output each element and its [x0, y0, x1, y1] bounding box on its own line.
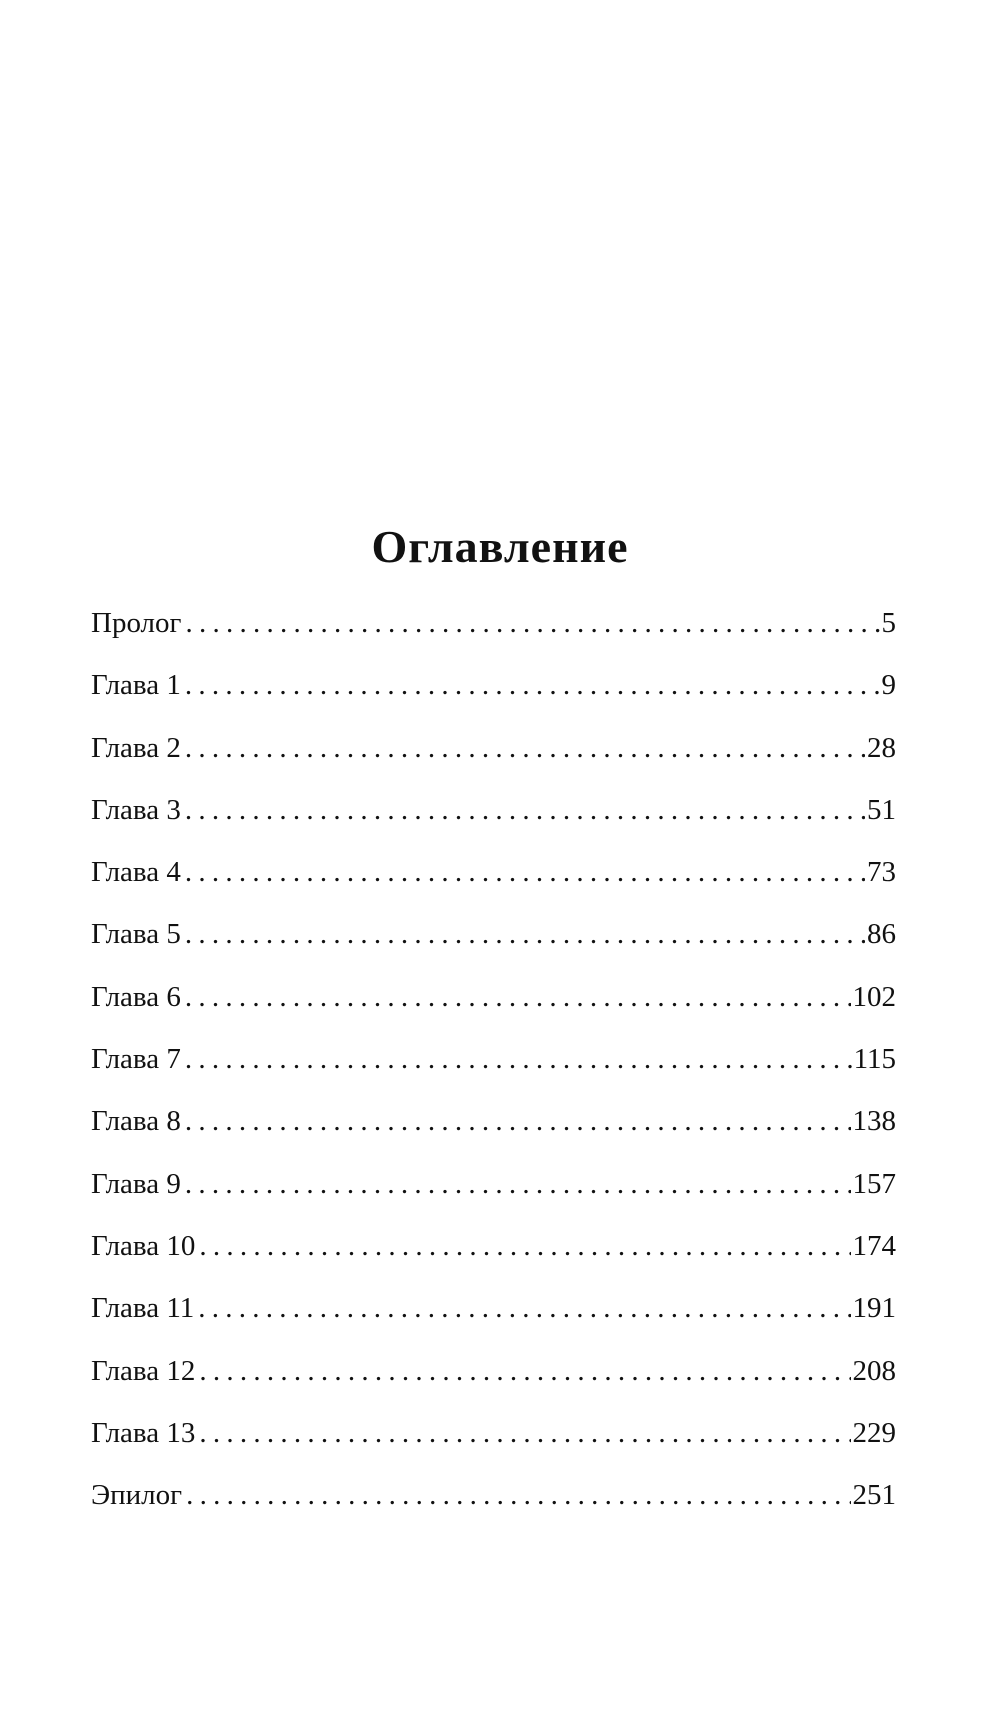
- toc-entry: [91, 1098, 896, 1160]
- toc-entry-page: 115: [853, 1043, 896, 1076]
- dot-leader: [199, 1348, 850, 1394]
- toc-entry-page: 138: [852, 1105, 896, 1138]
- toc-entry-page: 9: [881, 669, 896, 702]
- toc-entry-label: Глава 7: [91, 1043, 181, 1076]
- toc-entry-label: Глава 10: [91, 1229, 196, 1262]
- toc-entry-page: 174: [852, 1229, 896, 1262]
- table-of-contents: [91, 600, 896, 1534]
- toc-entry-page: 191: [852, 1292, 896, 1325]
- toc-entry-label: Глава 11: [91, 1292, 195, 1325]
- dot-leader: [185, 787, 865, 833]
- dot-leader: [185, 1098, 851, 1144]
- dot-leader: [185, 849, 865, 895]
- toc-entry-label: Пролог: [91, 607, 182, 639]
- dot-leader: [186, 1472, 850, 1518]
- toc-entry-page: 102: [852, 980, 896, 1013]
- dot-leader: [198, 1285, 850, 1331]
- toc-entry-page: 86: [867, 918, 896, 951]
- toc-entry: [91, 1285, 896, 1347]
- dot-leader: [185, 911, 865, 957]
- toc-entry: [91, 1472, 896, 1534]
- toc-entry-label: Глава 12: [91, 1354, 196, 1387]
- toc-entry-page: 28: [867, 731, 896, 764]
- toc-entry-label: Глава 13: [91, 1416, 196, 1449]
- toc-entry: [91, 974, 896, 1036]
- toc-entry: [91, 1348, 896, 1410]
- toc-entry-label: Глава 3: [91, 793, 181, 826]
- toc-entry-page: 51: [867, 793, 896, 826]
- toc-entry-page: 208: [852, 1354, 896, 1387]
- dot-leader: [185, 1036, 852, 1082]
- toc-entry-label: Глава 8: [91, 1105, 181, 1138]
- toc-entry: [91, 1036, 896, 1098]
- dot-leader: [199, 1410, 850, 1456]
- dot-leader: [185, 725, 865, 771]
- toc-entry: [91, 1161, 896, 1223]
- toc-entry: [91, 1410, 896, 1472]
- toc-entry-page: 229: [852, 1416, 896, 1449]
- toc-entry: [91, 600, 896, 662]
- toc-entry-page: 73: [867, 856, 896, 889]
- dot-leader: [185, 1161, 851, 1207]
- toc-entry-label: Эпилог: [91, 1479, 183, 1512]
- toc-entry: [91, 662, 896, 724]
- dot-leader: [185, 600, 879, 646]
- toc-entry-page: 157: [852, 1167, 896, 1200]
- toc-entry: [91, 1223, 896, 1285]
- toc-entry-page: 251: [852, 1479, 896, 1512]
- toc-entry-label: Глава 2: [91, 731, 181, 764]
- toc-entry: [91, 725, 896, 787]
- dot-leader: [185, 974, 851, 1020]
- dot-leader: [199, 1223, 850, 1269]
- dot-leader: [185, 662, 880, 708]
- toc-entry-label: Глава 4: [91, 856, 181, 889]
- toc-entry: [91, 849, 896, 911]
- toc-entry: [91, 787, 896, 849]
- toc-entry-label: Глава 1: [91, 669, 181, 702]
- toc-entry-label: Глава 6: [91, 980, 181, 1013]
- toc-entry-label: Глава 5: [91, 918, 181, 951]
- toc-entry-page: 5: [881, 607, 896, 639]
- page-title: Оглавление: [371, 520, 629, 572]
- toc-entry: [91, 911, 896, 973]
- toc-entry-label: Глава 9: [91, 1167, 181, 1200]
